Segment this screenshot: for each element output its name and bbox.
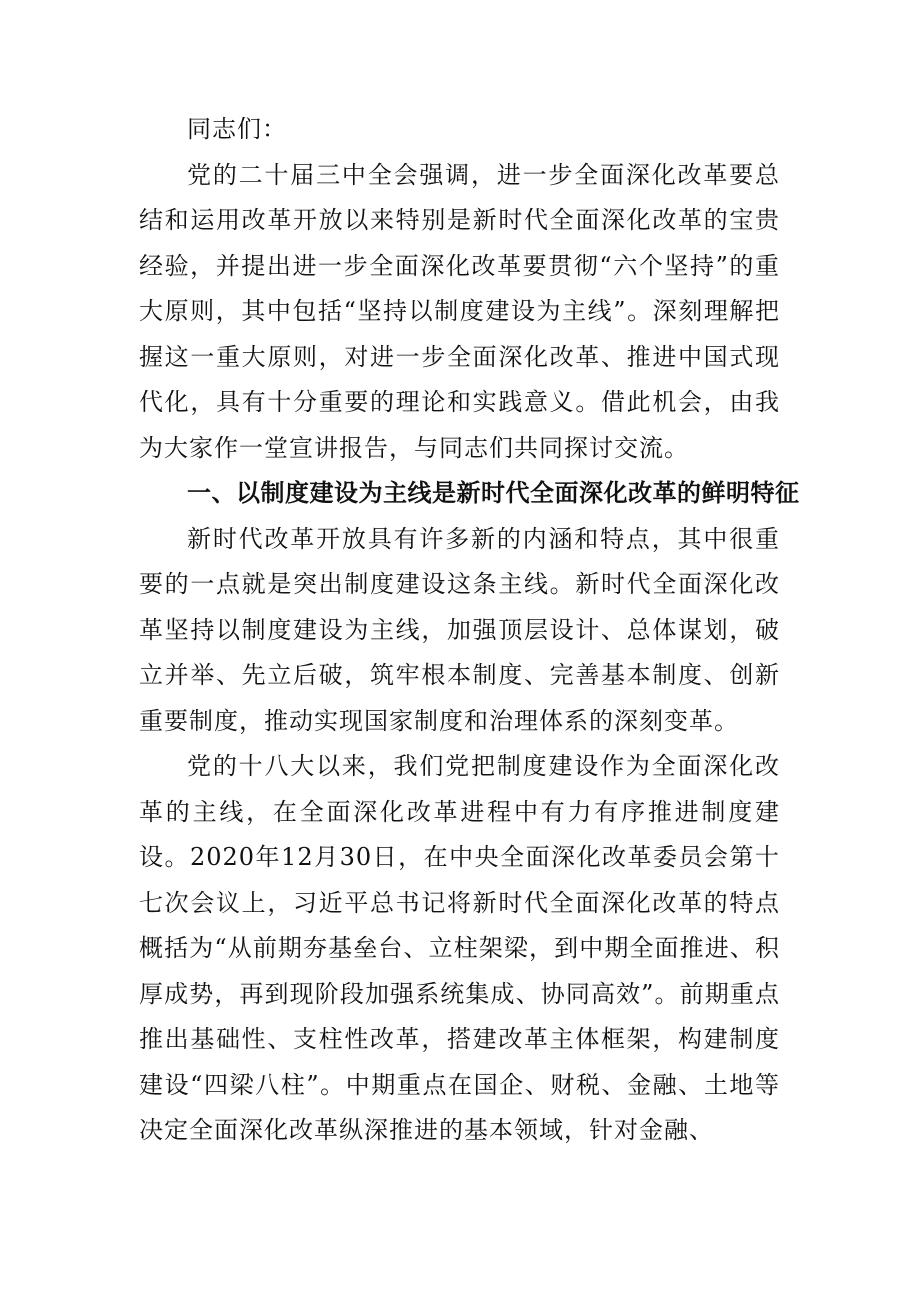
- salutation: 同志们：: [187, 115, 287, 143]
- intro-paragraph: 党的二十届三中全会强调，进一步全面深化改革要总结和运用改革开放以来特别是新时代全面深化改革的宝贵经验，并提出进一步全面深化改革要贯彻“六个坚持”的重大原则，其中包括“坚持以制度建设为主线”。深刻理解把握这一重大原则，对进一步全面深化改革、推进中国式现代化，具有十分重要的理论和实践意义。借此机会，由我为大家作一堂宣讲报告，与同志们共同探讨交流。: [139, 160, 780, 462]
- section-heading: 一、以制度建设为主线是新时代全面深化改革的鲜明特征: [187, 479, 800, 507]
- body-paragraph: 新时代改革开放具有许多新的内涵和特点，其中很重要的一点就是突出制度建设这条主线。新时代全面深化改革坚持以制度建设为主线，加强顶层设计、总体谋划，破立并举、先立后破，筑牢根本制度、完善基本制度、创新重要制度，推动实现国家制度和治理体系的深刻变革。: [139, 524, 780, 735]
- body-paragraph: 党的十八大以来，我们党把制度建设作为全面深化改革的主线，在全面深化改革进程中有力有序推进制度建设。2020年12月30日，在中央全面深化改革委员会第十七次会议上，习近平总书记将新时代全面深化改革的特点概括为“从前期夯基垒台、立柱架梁，到中期全面推进、积厚成势，再到现阶段加强系统集成、协同高效”。前期重点推出基础性、支柱性改革，搭建改革主体框架，构建制度建设“四梁八柱”。中期重点在国企、财税、金融、土地等决定全面深化改革纵深推进的基本领域，针对金融、: [139, 752, 780, 1144]
- document-body: [139, 107, 800, 1154]
